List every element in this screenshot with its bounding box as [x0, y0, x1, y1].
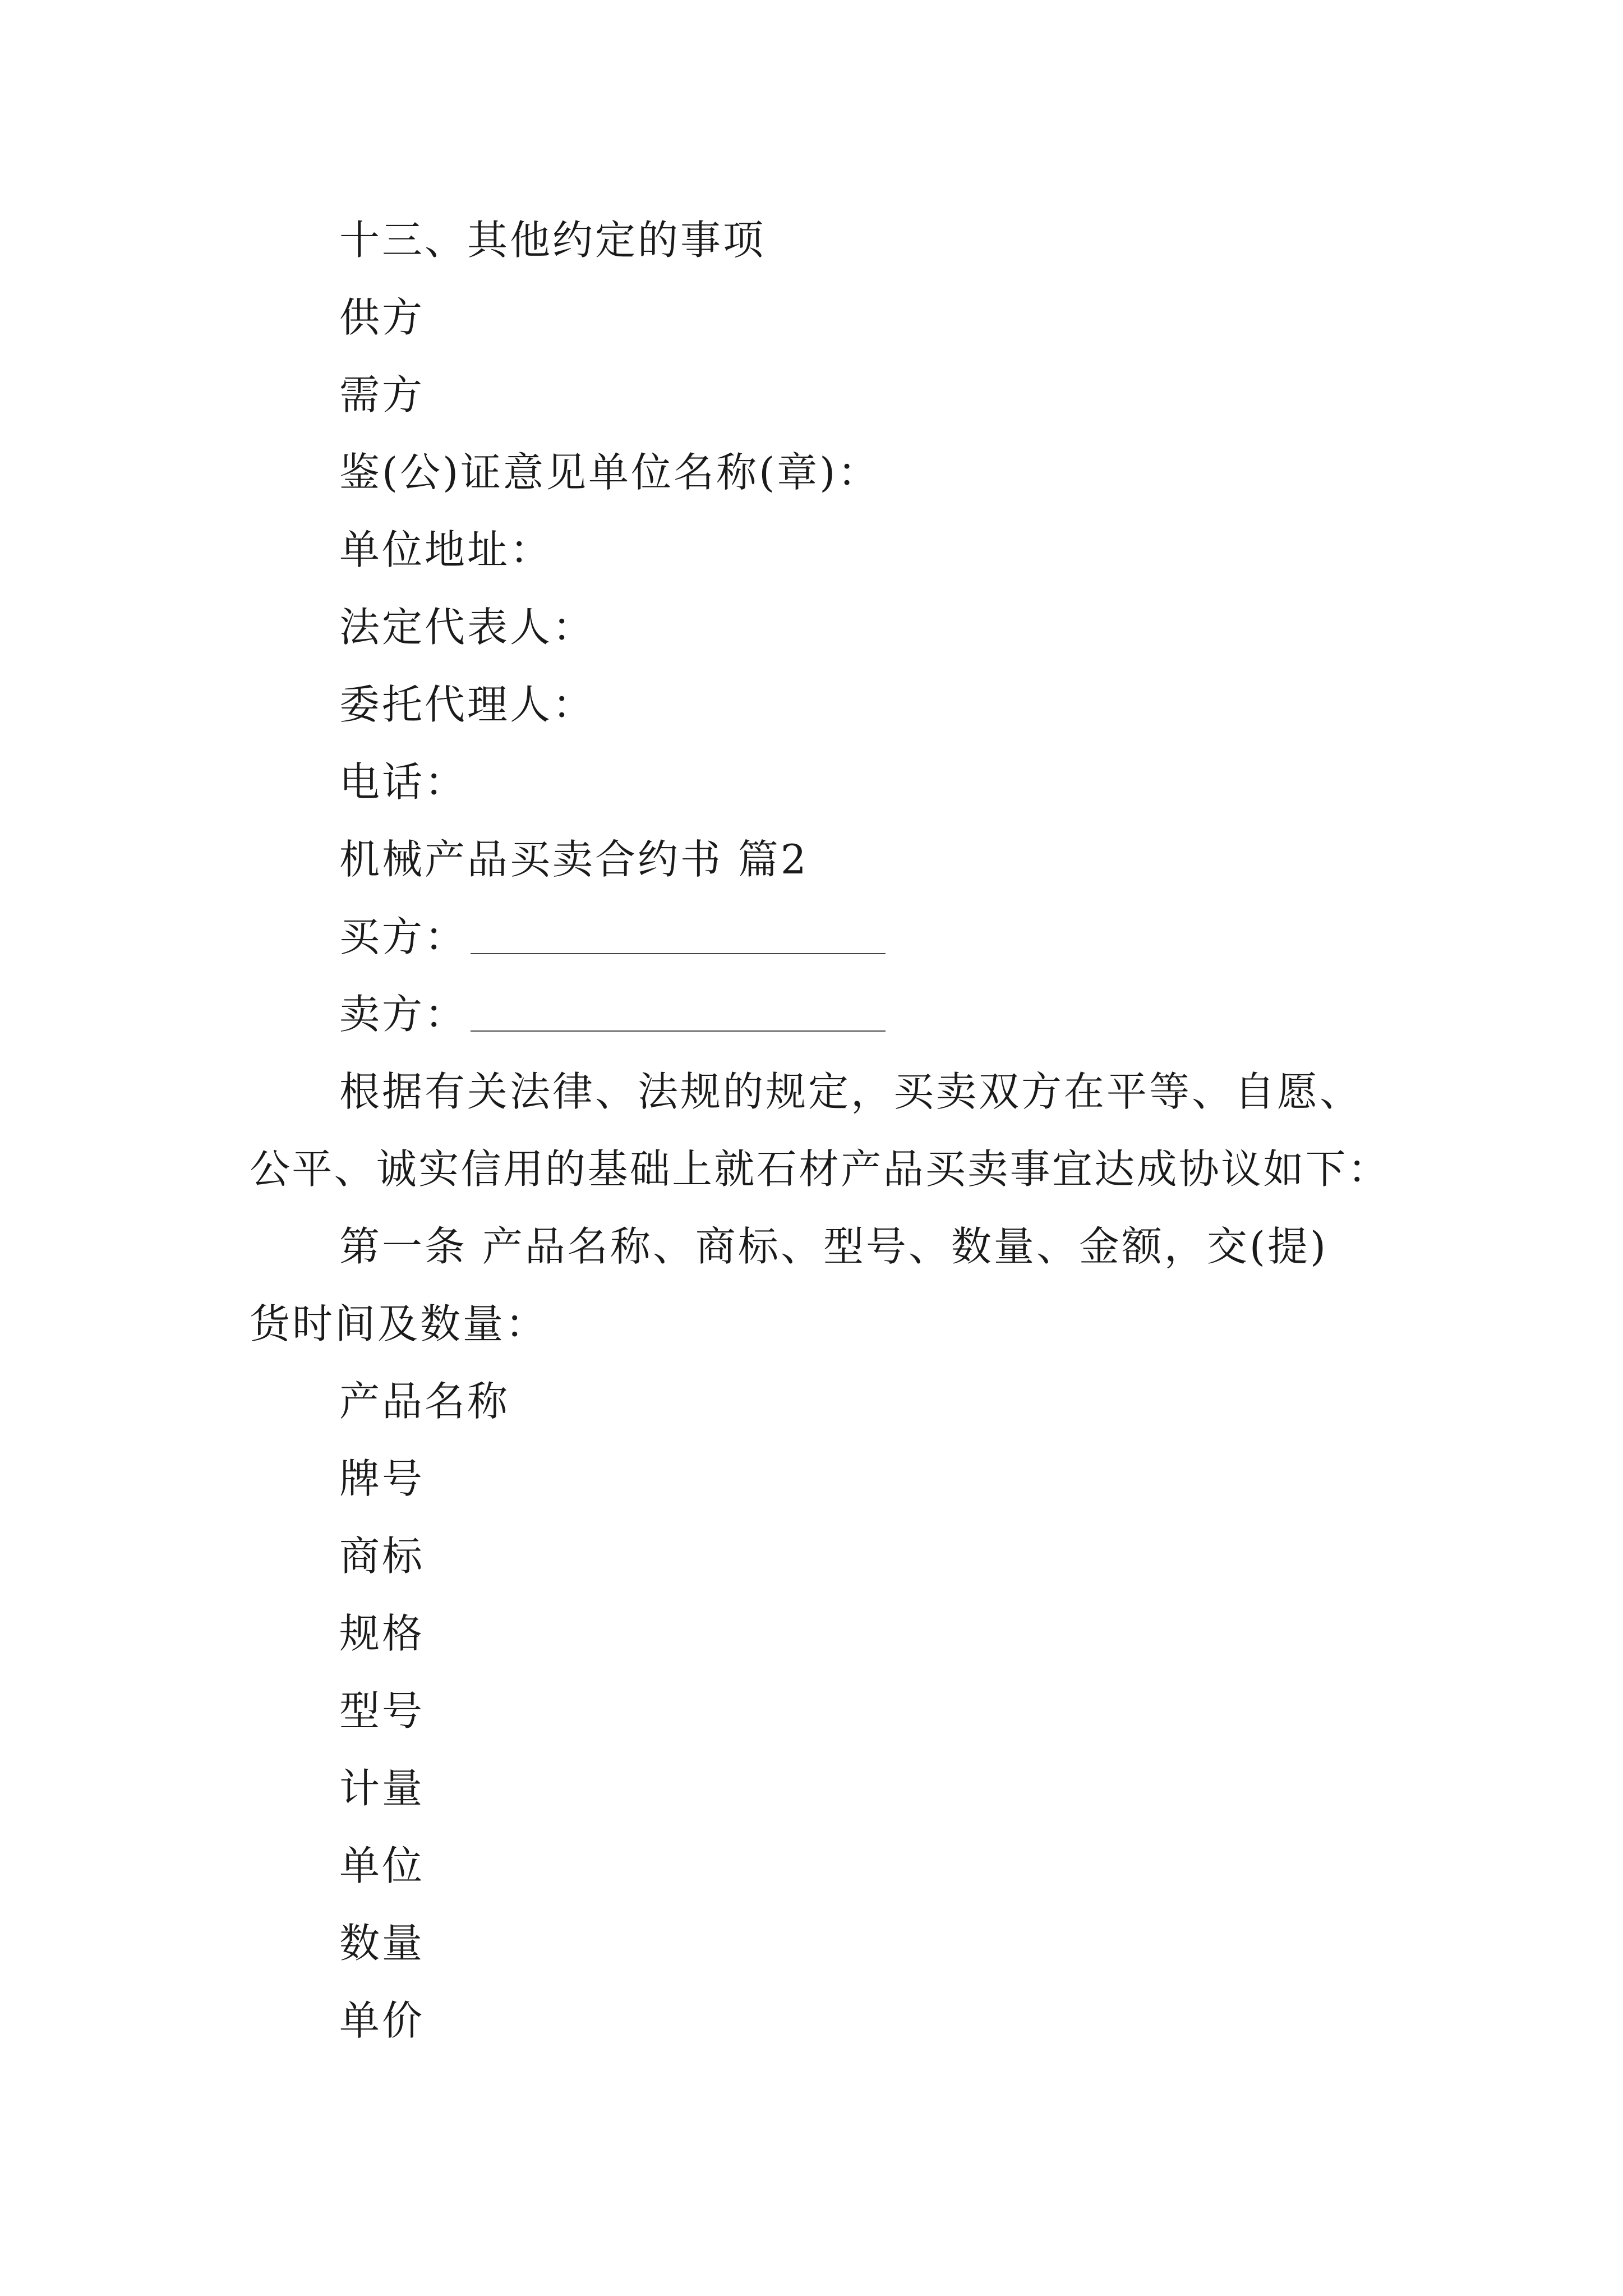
- article-1-line-1: 第一条 产品名称、商标、型号、数量、金额，交(提): [339, 1223, 1329, 1270]
- authorized-agent-label: 委托代理人：: [339, 681, 596, 728]
- supplier-label: 供方: [339, 294, 425, 341]
- field-unit-price: 单价: [339, 1997, 425, 2044]
- field-product-name: 产品名称: [339, 1378, 510, 1425]
- seller-blank: [471, 1030, 886, 1032]
- intro-paragraph-line-1: 根据有关法律、法规的规定，买卖双方在平等、自愿、: [339, 1068, 1363, 1115]
- clause-13-heading: 十三、其他约定的事项: [339, 217, 766, 264]
- legal-representative-label: 法定代表人：: [339, 604, 596, 651]
- field-unit: 单位: [339, 1842, 425, 1889]
- buyer-blank: [471, 953, 886, 954]
- buyer-label: 买方：: [339, 913, 468, 960]
- field-measurement: 计量: [339, 1765, 425, 1812]
- contract-section-title: 机械产品买卖合约书 篇2: [339, 836, 809, 883]
- intro-paragraph-line-2: 公平、诚实信用的基础上就石材产品买卖事宜达成协议如下：: [250, 1145, 1388, 1193]
- field-quantity: 数量: [339, 1920, 425, 1967]
- field-model: 型号: [339, 1687, 425, 1734]
- field-brand: 牌号: [339, 1455, 425, 1502]
- unit-address-label: 单位地址：: [339, 526, 553, 573]
- seller-label: 卖方：: [339, 991, 468, 1038]
- buyer-line: [339, 913, 886, 960]
- phone-label: 电话：: [339, 758, 468, 806]
- field-trademark: 商标: [339, 1533, 425, 1580]
- demander-label: 需方: [339, 371, 425, 418]
- notary-unit-label: 鉴(公)证意见单位名称(章)：: [339, 449, 880, 496]
- seller-line: [339, 991, 886, 1038]
- article-1-line-2: 货时间及数量：: [250, 1300, 548, 1347]
- field-specification: 规格: [339, 1610, 425, 1657]
